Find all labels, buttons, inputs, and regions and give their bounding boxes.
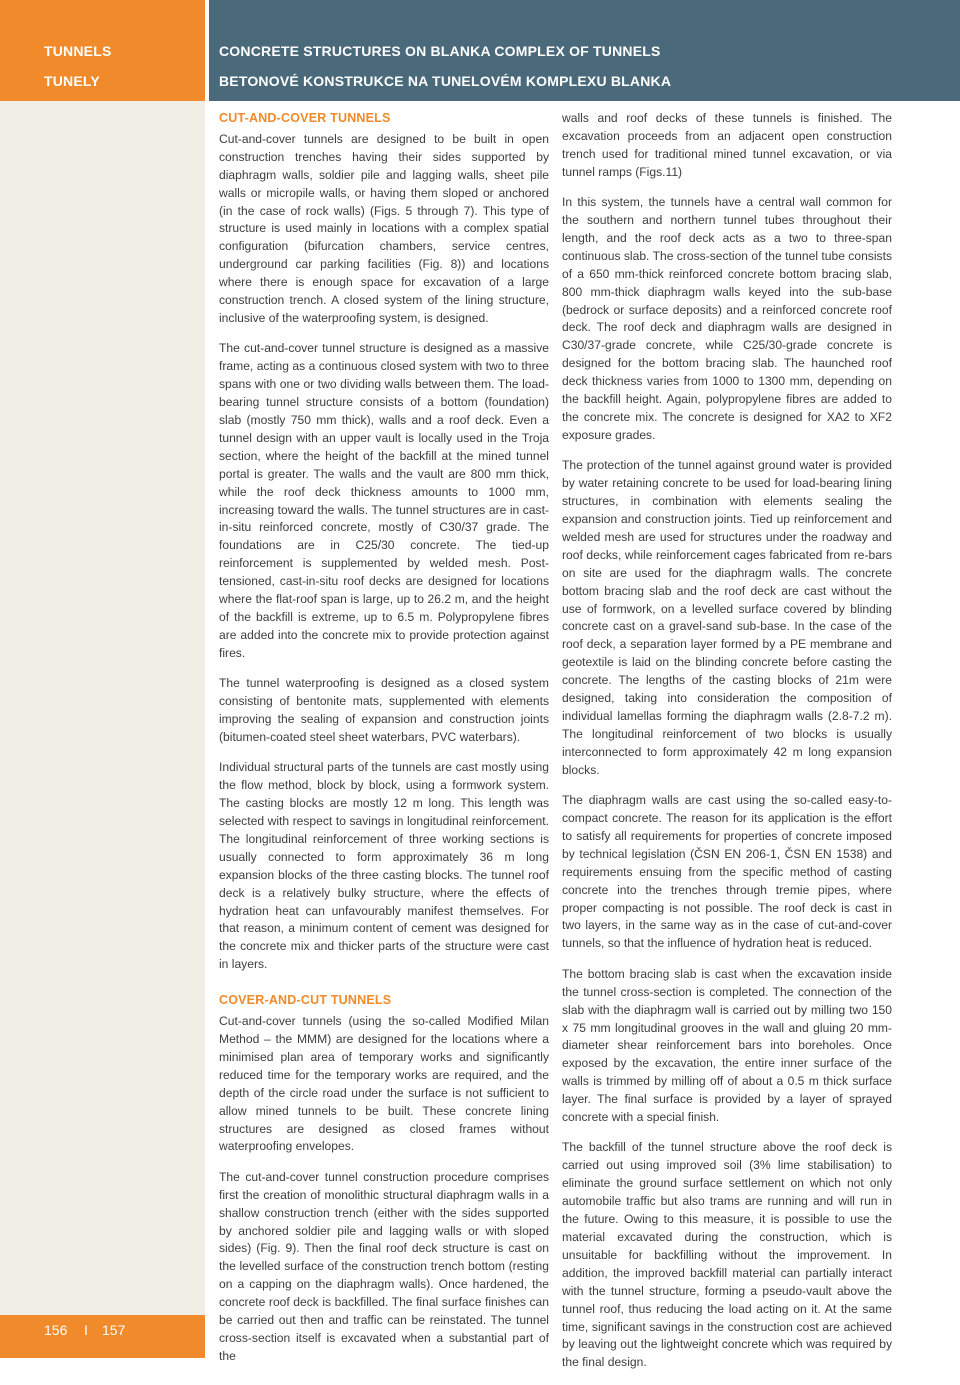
paragraph: The tunnel waterproofing is designed as a closed system consisting of bentonite mats, supplemented with elements improving the sealing of expansion and construction joints (bitumen-coated steel sheet waterbars, PVC waterbars).: [219, 676, 549, 744]
page-number-separator: I: [84, 1322, 88, 1338]
section-header: [0, 0, 205, 101]
paragraph: The diaphragm walls are cast using the so-called easy-to-compact concrete. The reason for its application is the effort to satisfy all requirements for properties of concrete imposed by technical legislation (ČSN EN 206-1, ČSN EN 1538) and requirements ensuing from the specific method of casting concrete into the trenches through tremie pipes, where proper compacting is not possible. The roof deck is cast in two layers, in the same way as in the case of cut-and-cover tunnels, so that the influence of hydration heat is reduced.: [562, 793, 892, 951]
left-text-column: [219, 110, 549, 1378]
article-title-cz: BETONOVÉ KONSTRUKCE NA TUNELOVÉM KOMPLEXU BLANKA: [219, 73, 672, 89]
section-heading-cover-and-cut: COVER-AND-CUT TUNNELS: [219, 993, 392, 1008]
page-number-left: 156: [44, 1322, 68, 1338]
paragraph: The cut-and-cover tunnel structure is designed as a massive frame, acting as a continuous closed system with two to three spans with one or two dividing walls between them. The load-bearing tunnel structure consists of a bottom (foundation) slab (mostly 750 mm thick), walls and a roof deck. Even a tunnel design with an upper vault is locally used in the Troja section, where the height of the backfill at the mined tunnel portal is greater. The walls and the vault are 800 mm thick, while the roof deck thickness amounts to 1000 mm, increasing toward the walls. The tunnel structures are in cast-in-situ reinforced concrete, mostly of C30/37 grade. The foundations are in C25/30 concrete. The tied-up reinforcement is supplemented by welded mesh. Post-tensioned, cast-in-situ roof decks are designed for locations where the flat-roof span is large, up to 26.2 m, and the height of the backfill is extreme, up to 6.5 m. Polypropylene fibres are added into the concrete mix to provide protection against fires.: [219, 341, 549, 660]
paragraph: The protection of the tunnel against ground water is provided by water retaining concrete to be used for load-bearing lining structures, in combination with elements sealing the expansion and construction joints. Tied up reinforcement and welded mesh are used for structures under the roadway and roof decks, while reinforcement cages fabricated from re-bars on site are used for the diaphragm walls. The concrete bottom bracing slab and the roof deck are cast without the use of formwork, on a levelled surface covered by blinding concrete cast on a gravel-sand sub-base. In the case of the roof deck, a separation layer formed by a PE membrane and geotextile is laid on the blinding concrete before casting the concrete. The lengths of the casting blocks of 21m were designed, taking into consideration the composition of individual lamellas forming the diaphragm walls (2.8-7.2 m). The longitudinal reinforcement of two blocks is usually interconnected to form approximately 42 m long expansion blocks.: [562, 458, 892, 777]
section-label-en: TUNNELS: [44, 43, 112, 59]
paragraph: Cut-and-cover tunnels are designed to be built in open construction trenches having their sides supported by diaphragm walls, soldier pile and lagging walls, sheet pile walls or micropile walls, or having them sloped or anchored (in the case of rock walls) (Figs. 5 through 7). This type of structure is used mainly in locations with a complex spatial configuration (bifurcation chambers, service centres, underground car parking facilities (Fig. 8)) and locations where there is enough space for excavation of a large construction trench. A closed system of the lining structure, inclusive of the waterproofing system, is designed.: [219, 131, 549, 325]
paragraph: The bottom bracing slab is cast when the excavation inside the tunnel cross-section is completed. The connection of the slab with the diaphragm wall is carried out by milling two 150 x 75 mm longitudinal grooves in the wall and gluing 20 mm-diameter shear reinforcement bars into boreholes. Once exposed by the excavation, the entire inner surface of the walls is trimmed by milling off of about a 0.5 m thick surface layer. The final surface is provided by a layer of sprayed concrete with a special finish.: [562, 966, 892, 1125]
section-label-cz: TUNELY: [44, 73, 100, 89]
title-header: [209, 0, 960, 101]
paragraph: walls and roof decks of these tunnels is finished. The excavation proceeds from an adjacent open construction trench used for traditional mined tunnel excavation, or via tunnel ramps (Figs.11): [562, 111, 892, 179]
left-margin-strip: [0, 0, 205, 1358]
paragraph: Cut-and-cover tunnels (using the so-called Modified Milan Method – the MMM) are designed for the locations where a minimised plan area of temporary works and significantly reduced time for the temporary works are required, and the depth of the circle road under the surface is not sufficient to allow mined tunnels to be built. These concrete lining structures are designed as closed frames without waterproofing envelopes.: [219, 1014, 549, 1154]
article-title-en: CONCRETE STRUCTURES ON BLANKA COMPLEX OF TUNNELS: [219, 43, 661, 59]
paragraph: The cut-and-cover tunnel construction procedure comprises first the creation of monolithic structural diaphragm walls in a shallow construction trench (either with the sides supported by anchored soldier pile and lagging walls or with sloped sides) (Fig. 9). Then the final roof deck structure is cast on the levelled surface of the construction trench bottom (resting on a capping on the diaphragm walls). Once hardened, the concrete roof deck is backfilled. The final surface finishes can be carried out then and traffic can be reinstated. The tunnel cross-section itself is excavated when a substantial part of the: [219, 1169, 549, 1363]
paragraph: The backfill of the tunnel structure above the roof deck is carried out using improved soil (3% lime stabilisation) to eliminate the ground surface settlement on which not only automobile traffic but also trams are running and will run in the future. Owing to this measure, it is possible to use the material excavated during the construction, which is unsuitable for backfilling without the improvement. In addition, the improved backfill material can partially interact with the tunnel structure, forming a pseudo-vault above the tunnel roof, thus reducing the load acting on it. At the same time, significant savings in the construction cost are achieved by leaving out the lightweight concrete which was required by the final design.: [562, 1140, 892, 1370]
paragraph: Individual structural parts of the tunnels are cast mostly using the flow method, block by block, using a formwork system. The casting blocks are mostly 12 m long. This length was selected with respect to savings in longitudinal reinforcement. The longitudinal reinforcement of three working sections is usually connected to form approximately 36 m long expansion blocks of the three casting blocks. The tunnel roof deck is a relatively bulky structure, where the effects of hydration heat can unfavourably manifest themselves. For that reason, a minimum content of cement was designed for the concrete mix and thicker parts of the structure were cast in layers.: [219, 760, 549, 972]
page-number-right: 157: [102, 1322, 126, 1338]
paragraph: In this system, the tunnels have a central wall common for the southern and northern tunnel tubes throughout their length, and the roof deck acts as a two to three-span continuous slab. The cross-section of the tunnel tube consists of a 650 mm-thick reinforced concrete bottom bracing slab, 800 mm-thick diaphragm walls keyed into the sub-base (bedrock or surface deposits) and a reinforced concrete roof deck. The roof deck and diaphragm walls are designed in C30/37-grade concrete, while C25/30-grade concrete is designed for the bottom bracing slab. The haunched roof deck thickness varies from 1000 to 1300 mm, depending on the backfill height. Again, polypropylene fibres are added to the concrete mix. The concrete is designed for XA2 to XF2 exposure grades.: [562, 195, 892, 442]
right-text-column: [562, 110, 892, 1385]
section-heading-cut-and-cover: CUT-AND-COVER TUNNELS: [219, 111, 391, 125]
page-numbers: [0, 1315, 205, 1358]
